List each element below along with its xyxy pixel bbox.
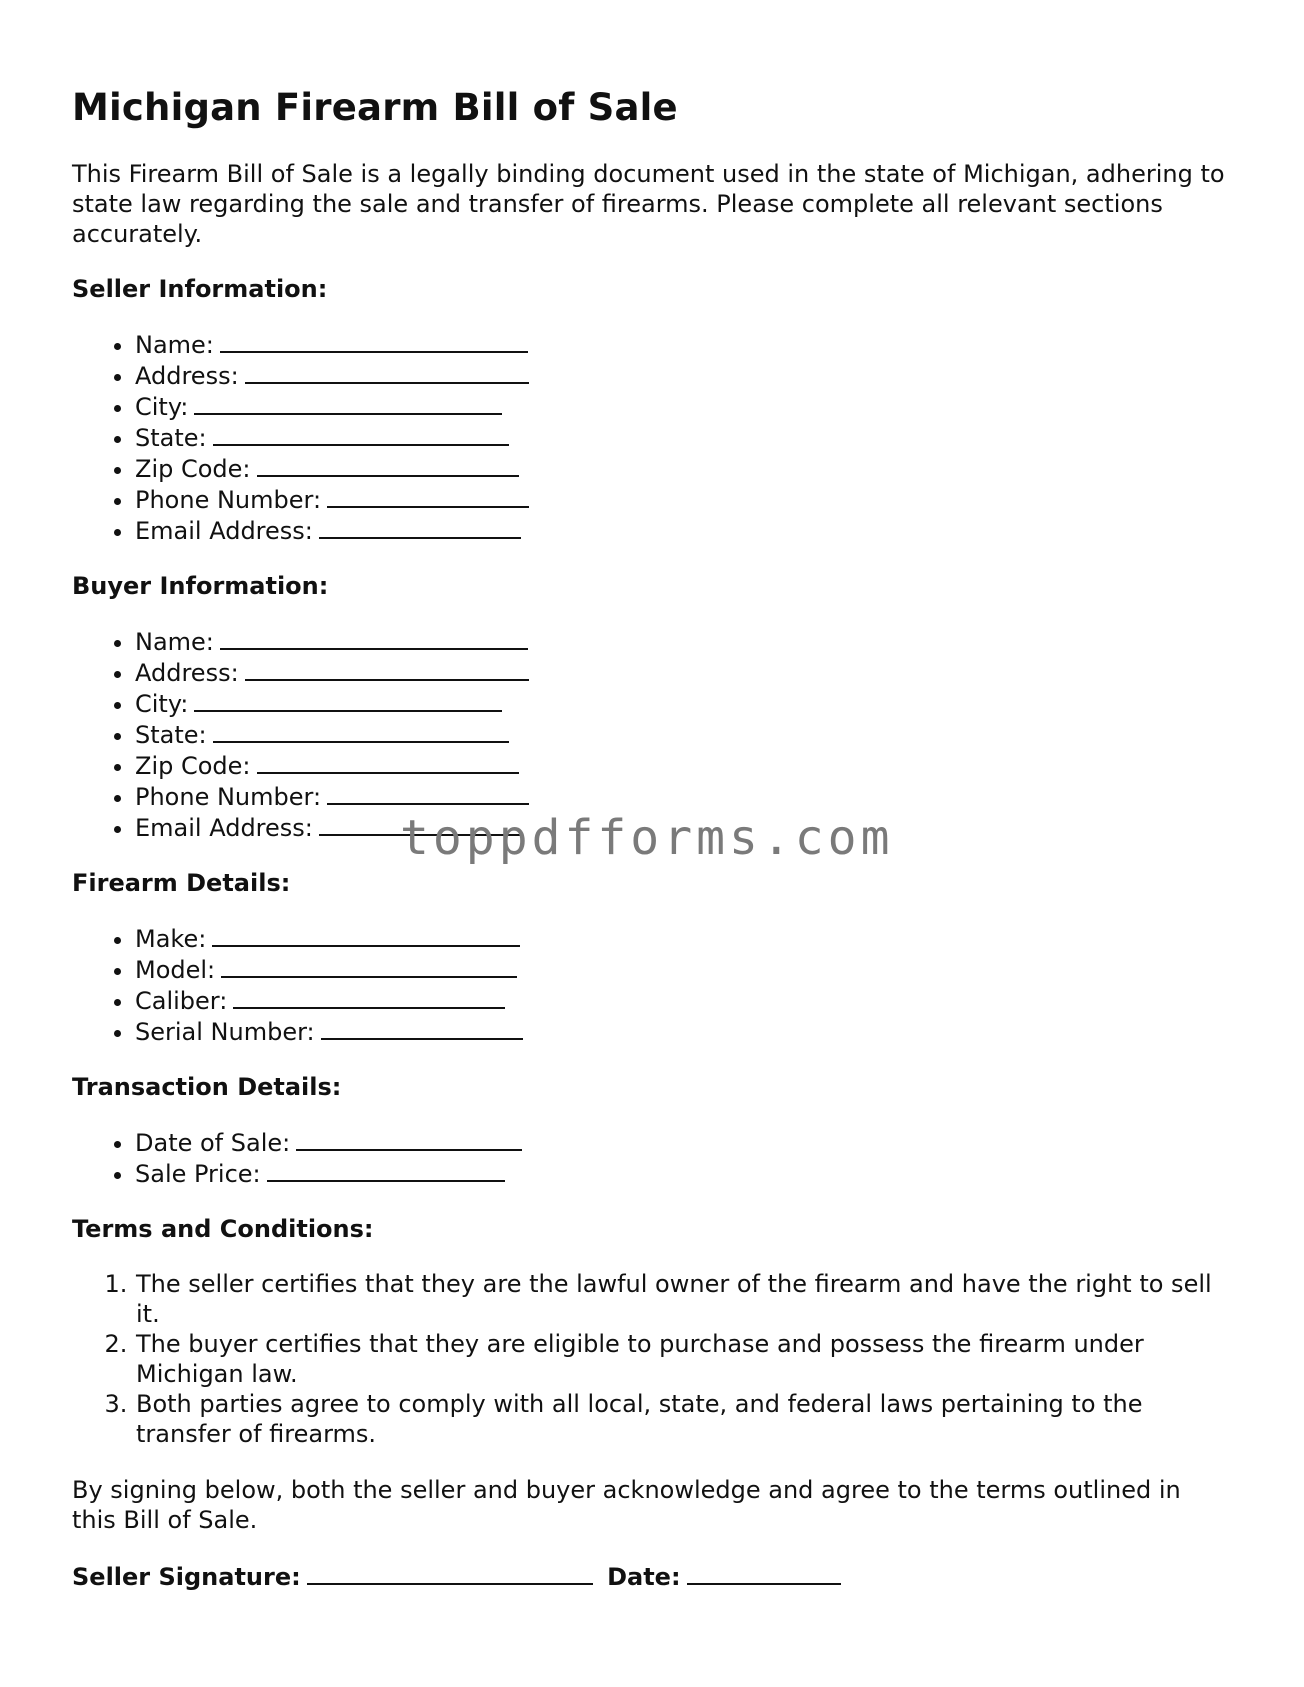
field-label: Phone Number: [135, 486, 322, 514]
firearm-fields [72, 923, 1232, 1047]
firearm-heading: Firearm Details: [72, 869, 291, 897]
list-item [135, 626, 1232, 657]
terms-heading: Terms and Conditions: [72, 1215, 374, 1243]
seller-zip-field[interactable] [257, 453, 519, 477]
list-item [135, 954, 1232, 985]
seller-heading: Seller Information: [72, 275, 328, 303]
field-label: Date of Sale: [135, 1129, 291, 1157]
firearm-make-field[interactable] [212, 923, 520, 947]
list-item [135, 985, 1232, 1016]
list-item [135, 453, 1232, 484]
watermark-text: toppdfforms.com [400, 810, 894, 866]
signature-date-label: Date: [607, 1563, 681, 1591]
sale-price-field[interactable] [267, 1158, 505, 1182]
term-item: 3. Both parties agree to comply with all local, state, and federal laws pertaining to the transfer of firearms. [135, 1389, 1232, 1449]
firearm-serial-field[interactable] [321, 1016, 523, 1040]
field-label: Email Address: [135, 517, 313, 545]
list-item [135, 923, 1232, 954]
field-label: Name: [135, 331, 214, 359]
field-label: Serial Number: [135, 1018, 315, 1046]
term-item: 2. The buyer certifies that they are eligible to purchase and possess the firearm under Michigan law. [135, 1329, 1232, 1389]
term-item: 1. The seller certifies that they are the lawful owner of the firearm and have the right to sell it. [135, 1269, 1232, 1329]
buyer-name-field[interactable] [220, 626, 528, 650]
list-item [135, 1127, 1232, 1158]
field-label: Name: [135, 628, 214, 656]
buyer-phone-field[interactable] [327, 781, 529, 805]
field-label: Address: [135, 659, 239, 687]
buyer-state-field[interactable] [213, 719, 509, 743]
page-title: Michigan Firearm Bill of Sale [72, 86, 678, 129]
buyer-heading: Buyer Information: [72, 572, 329, 600]
list-item [135, 781, 1232, 812]
buyer-city-field[interactable] [194, 688, 502, 712]
buyer-email-field[interactable] [319, 812, 521, 836]
sale-date-field[interactable] [296, 1127, 522, 1151]
firearm-model-field[interactable] [221, 954, 517, 978]
transaction-fields [72, 1127, 1232, 1189]
seller-phone-field[interactable] [327, 484, 529, 508]
buyer-address-field[interactable] [245, 657, 529, 681]
seller-fields [72, 329, 1232, 546]
field-label: City: [135, 393, 189, 421]
list-item [135, 1158, 1232, 1189]
firearm-caliber-field[interactable] [233, 985, 505, 1009]
seller-signature-line [72, 1561, 1232, 1591]
field-label: City: [135, 690, 189, 718]
field-label: State: [135, 424, 207, 452]
field-label: Email Address: [135, 814, 313, 842]
seller-address-field[interactable] [245, 360, 529, 384]
field-label: State: [135, 721, 207, 749]
list-item [135, 391, 1232, 422]
field-label: Model: [135, 956, 216, 984]
seller-city-field[interactable] [194, 391, 502, 415]
seller-signature-field[interactable] [307, 1561, 593, 1585]
list-item [135, 657, 1232, 688]
field-label: Make: [135, 925, 207, 953]
field-label: Zip Code: [135, 752, 251, 780]
list-item [135, 484, 1232, 515]
field-label: Sale Price: [135, 1160, 261, 1188]
field-label: Zip Code: [135, 455, 251, 483]
buyer-zip-field[interactable] [257, 750, 519, 774]
seller-signature-label: Seller Signature: [72, 1563, 301, 1591]
field-label: Phone Number: [135, 783, 322, 811]
transaction-heading: Transaction Details: [72, 1073, 342, 1101]
seller-name-field[interactable] [220, 329, 528, 353]
signature-date-field[interactable] [687, 1561, 841, 1585]
field-label: Caliber: [135, 987, 228, 1015]
list-item [135, 360, 1232, 391]
seller-email-field[interactable] [319, 515, 521, 539]
buyer-fields [72, 626, 1232, 843]
list-item [135, 750, 1232, 781]
field-label: Address: [135, 362, 239, 390]
list-item [135, 688, 1232, 719]
terms-list [72, 1269, 1232, 1449]
list-item [135, 719, 1232, 750]
list-item [135, 422, 1232, 453]
list-item [135, 329, 1232, 360]
list-item [135, 812, 1232, 843]
acknowledgment-paragraph: By signing below, both the seller and buyer acknowledge and agree to the terms outlined in this Bill of Sale. [72, 1476, 1181, 1534]
list-item [135, 1016, 1232, 1047]
list-item [135, 515, 1232, 546]
intro-paragraph: This Firearm Bill of Sale is a legally binding document used in the state of Michigan, adhering to state law regarding the sale and transfer of firearms. Please complete all relevant sections accurately. [72, 160, 1225, 248]
document-page [72, 86, 1232, 1591]
seller-state-field[interactable] [213, 422, 509, 446]
